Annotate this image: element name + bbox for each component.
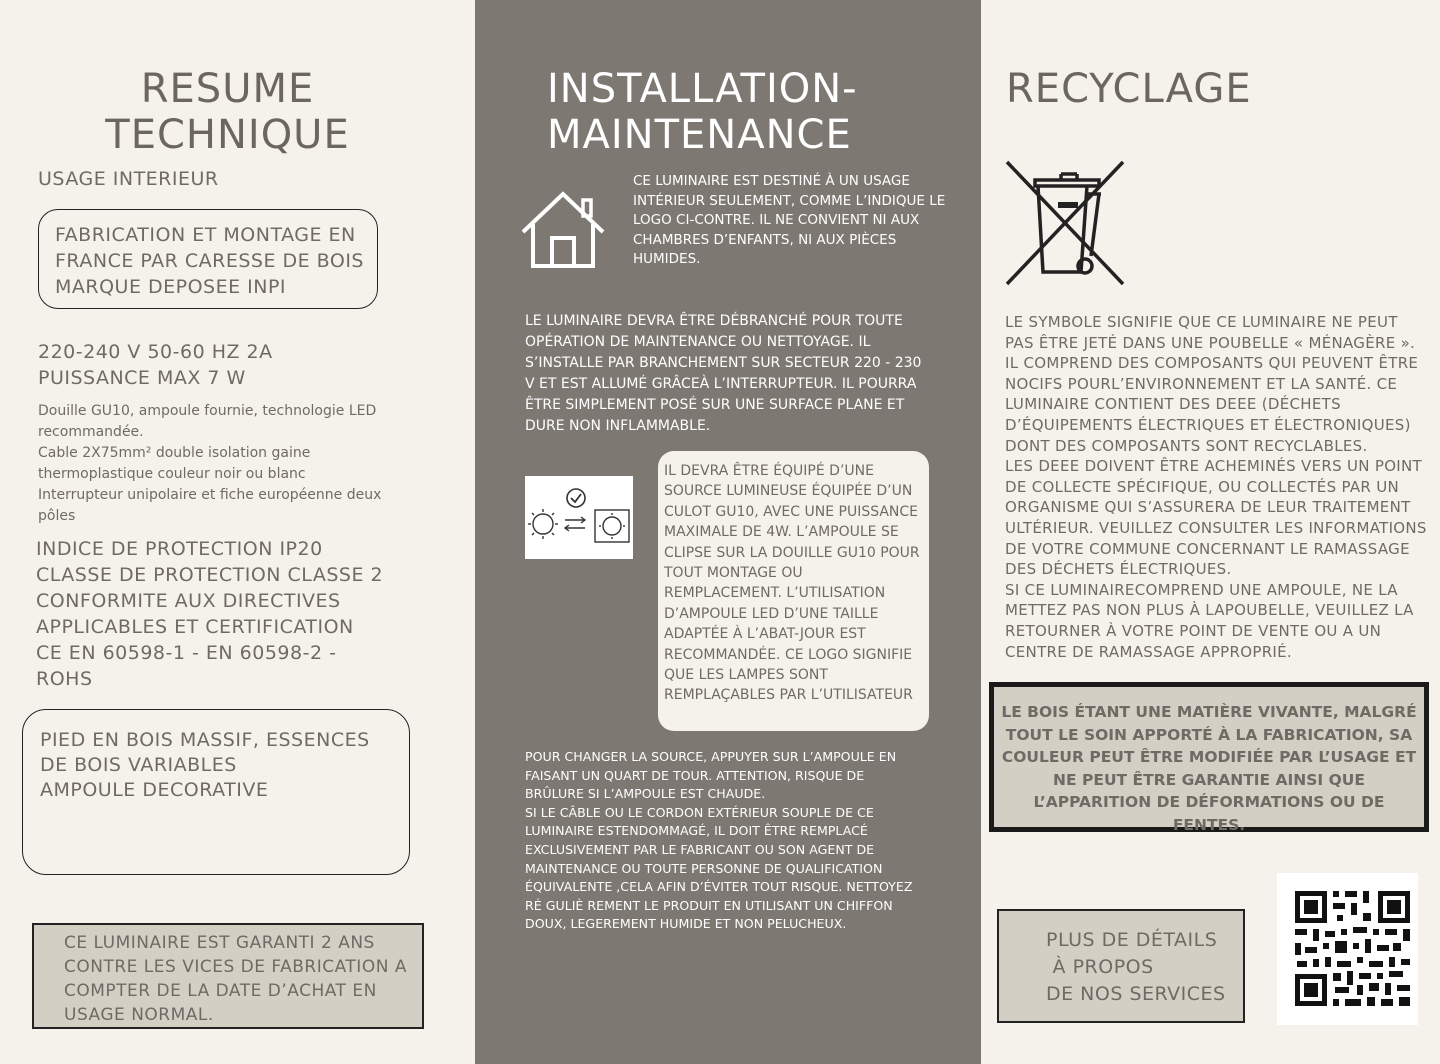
recycling-line: IL COMPREND DES COMPOSANTS QUI PEUVENT ÊTRE: [1005, 354, 1419, 373]
materials-line: DE BOIS VARIABLES: [40, 754, 237, 776]
qr-code-icon[interactable]: [1277, 873, 1418, 1025]
instruction-line: MAINTENANCE OU TOUTE PERSONNE DE QUALIFICATION: [525, 860, 883, 876]
power-line: PUISSANCE MAX 7 W: [38, 367, 246, 389]
warranty-line: CE LUMINAIRE EST GARANTI 2 ANS: [64, 933, 375, 953]
instruction-line: FAISANT UN QUART DE TOUR. ATTENTION, RISQUE DE: [525, 767, 865, 783]
more-details-box: [997, 909, 1245, 1023]
protection-line: ROHS: [36, 668, 93, 690]
unplug-text: LE LUMINAIRE DEVRA ÊTRE DÉBRANCHÉ POUR TOUTE OPÉRATION DE MAINTENANCE OU NETTOYAGE. IL S’INSTALLE PAR BRANCHEMENT SUR SECTEUR 220 - 230 V ET EST ALLUMÉ GRÂCEÀ L’INTERRUPTEUR. IL POURRA ÊTRE SIMPLEMENT POSÉ SUR UNE SURFACE PLANE ET DURE NON INFLAMMABLE.: [525, 313, 922, 434]
wood-line: TOUT LE SOIN APPORTÉ À LA FABRICATION, SA: [1005, 725, 1413, 744]
warranty-line: CONTRE LES VICES DE FABRICATION A: [64, 957, 407, 977]
resume-title: [70, 66, 385, 158]
recycling-text: [1005, 312, 1440, 662]
wood-line: LE BOIS ÉTANT UNE MATIÈRE VIVANTE, MALGRÉ: [1001, 703, 1417, 721]
recycling-line: D’ÉQUIPEMENTS ÉLECTRIQUES ET ÉLECTRONIQUES): [1005, 415, 1411, 434]
right-panel: [981, 0, 1440, 1064]
bulb-change-instructions: [525, 748, 935, 934]
instruction-line: ÉQUIVALENTE ,CELA AFIN D’ÉVITER TOUT RISQUE. NETTOYEZ: [525, 879, 913, 895]
house-icon: [519, 188, 607, 270]
fabrication-box: [38, 209, 378, 309]
spec-line: Douille GU10, ampoule fournie, technologie LED recommandée.: [38, 403, 377, 440]
fabrication-line: FRANCE PAR CARESSE DE BOIS: [55, 250, 364, 272]
instruction-line: RÉ GULIÈ REMENT LE PRODUIT EN UTILISANT UN CHIFFON: [525, 897, 893, 913]
fabrication-line: MARQUE DEPOSEE INPI: [55, 276, 287, 298]
wood-line: COULEUR PEUT ÊTRE MODIFIÉE PAR L’USAGE ET: [1001, 748, 1417, 766]
instruction-line: SI LE CÂBLE OU LE CORDON EXTÉRIEUR SOUPLE DE CE: [525, 804, 874, 820]
recycling-line: DE VOTRE COMMUNE CONCERNANT LE RAMASSAGE: [1005, 539, 1410, 558]
protection-line: APPLICABLES ET CERTIFICATION: [36, 616, 354, 638]
recycling-line: DE COLLECTE SPÉCIFIQUE, OU COLLECTÉS PAR UN: [1005, 477, 1400, 496]
warranty-line: USAGE NORMAL.: [64, 1005, 214, 1025]
protection-line: CLASSE DE PROTECTION CLASSE 2: [36, 564, 384, 586]
replaceable-bulb-icon: [525, 476, 633, 559]
crossed-bin-icon: [1005, 160, 1129, 288]
instruction-line: DOUX, LEGEREMENT HUMIDE ET NON PELUCHEUX.: [525, 916, 847, 932]
materials-line: AMPOULE DECORATIVE: [40, 779, 269, 801]
recycling-line: PAS ÊTRE JETÉ DANS UNE POUBELLE « MÉNAGÈRE ».: [1005, 333, 1416, 352]
recycling-line: CENTRE DE RAMASSAGE APPROPRIÉ.: [1005, 642, 1292, 661]
instruction-line: POUR CHANGER LA SOURCE, APPUYER SUR L’AMPOULE EN: [525, 749, 897, 764]
recycling-line: METTEZ PAS NON PLUS À LAPOUBELLE, VEUILLEZ LA: [1005, 601, 1414, 620]
technical-specs: [38, 401, 398, 527]
left-panel: [0, 0, 475, 1064]
details-line: PLUS DE DÉTAILS: [1046, 929, 1218, 951]
materials-box: [22, 709, 410, 875]
instruction-line: EXCLUSIVEMENT PAR LE FABRICANT OU SON AGENT DE: [525, 841, 875, 857]
protection-line: CE EN 60598-1 - EN 60598-2 -: [36, 642, 337, 664]
recycling-line: ORGANISME QUI S’ASSURERA DE LEUR TRAITEMENT: [1005, 498, 1411, 517]
recycling-line: ULTÉRIEUR. VEUILLEZ CONSULTER LES INFORMATIONS: [1005, 518, 1427, 537]
recycling-line: LE SYMBOLE SIGNIFIE QUE CE LUMINAIRE NE PEUT: [1005, 313, 1398, 331]
recycling-line: DES DÉCHETS ÉLECTRIQUES.: [1005, 560, 1232, 579]
resume-title-line2: TECHNIQUE: [105, 112, 350, 158]
protection-line: CONFORMITE AUX DIRECTIVES: [36, 590, 341, 612]
bulb-info-bubble: IL DEVRA ÊTRE ÉQUIPÉ D’UNE SOURCE LUMINEUSE ÉQUIPÉE D’UN CULOT GU10, AVEC UNE PUISSANCE MAXIMALE DE 4W. L’AMPOULE SE CLIPSE SUR LA DOUILLE GU10 POUR TOUT MONTAGE OU REMPLACEMENT. L’UTILISATION D’AMPOULE LED D’UNE TAILLE ADAPTÉE À L’ABAT-JOUR EST RECOMMANDÉE. CE LOGO SIGNIFIE QUE LES LAMPES SONT REMPLAÇABLES PAR L’UTILISATEUR: [658, 451, 929, 731]
voltage-line: 220-240 V 50-60 HZ 2A: [38, 341, 273, 363]
usage-label: USAGE INTERIEUR: [38, 168, 219, 190]
details-line: À PROPOS: [1046, 956, 1154, 978]
middle-panel: [475, 0, 981, 1064]
indoor-usage-text: CE LUMINAIRE EST DESTINÉ À UN USAGE INTÉRIEUR SEULEMENT, COMME L’INDIQUE LE LOGO CI-CONTRE. IL NE CONVIENT NI AUX CHAMBRES D’ENFANTS, NI AUX PIÈCES HUMIDES.: [633, 173, 946, 267]
recycling-line: LUMINAIRE CONTIENT DES DEEE (DÉCHETS: [1005, 395, 1341, 414]
warranty-line: COMPTER DE LA DATE D’ACHAT EN: [64, 981, 377, 1001]
recycling-line: LES DEEE DOIVENT ÊTRE ACHEMINÉS VERS UN POINT: [1005, 457, 1423, 476]
warranty-box: [32, 923, 424, 1029]
materials-line: PIED EN BOIS MASSIF, ESSENCES: [40, 729, 370, 751]
recycling-line: SI CE LUMINAIRECOMPREND UNE AMPOULE, NE LA: [1005, 580, 1398, 599]
spec-line: Interrupteur unipolaire et fiche européenne deux pôles: [38, 487, 382, 524]
wood-line: NE PEUT ÊTRE GARANTIE AINSI QUE: [1053, 770, 1365, 789]
wood-notice-box: [989, 682, 1429, 832]
installation-title-line1: INSTALLATION-: [547, 66, 858, 112]
recycling-line: DONT DES COMPOSANTS SONT RECYCLABLES.: [1005, 436, 1368, 455]
wood-line: L’APPARITION DE DÉFORMATIONS OU DE FENTES.: [1033, 793, 1385, 834]
recycling-line: RETOURNER À VOTRE POINT DE VENTE OU A UN: [1005, 621, 1382, 640]
electrical-specs: [38, 339, 273, 391]
fabrication-line: FABRICATION ET MONTAGE EN: [55, 224, 356, 246]
instruction-line: BRÛLURE SI L’AMPOULE EST CHAUDE.: [525, 786, 766, 802]
installation-title: [547, 66, 858, 158]
protection-info: [36, 536, 406, 692]
installation-title-line2: MAINTENANCE: [547, 112, 852, 158]
details-line: DE NOS SERVICES: [1046, 983, 1226, 1005]
resume-title-line1: RESUME: [140, 66, 315, 112]
protection-line: INDICE DE PROTECTION IP20: [36, 538, 323, 560]
instruction-line: LUMINAIRE ESTENDOMMAGÉ, IL DOIT ÊTRE REMPLACÉ: [525, 823, 868, 839]
spec-line: Cable 2X75mm² double isolation gaine thermoplastique couleur noir ou blanc: [38, 445, 311, 482]
recycling-line: NOCIFS POURL’ENVIRONNEMENT ET LA SANTÉ. CE: [1005, 374, 1398, 393]
recyclage-title: RECYCLAGE: [1006, 66, 1252, 112]
